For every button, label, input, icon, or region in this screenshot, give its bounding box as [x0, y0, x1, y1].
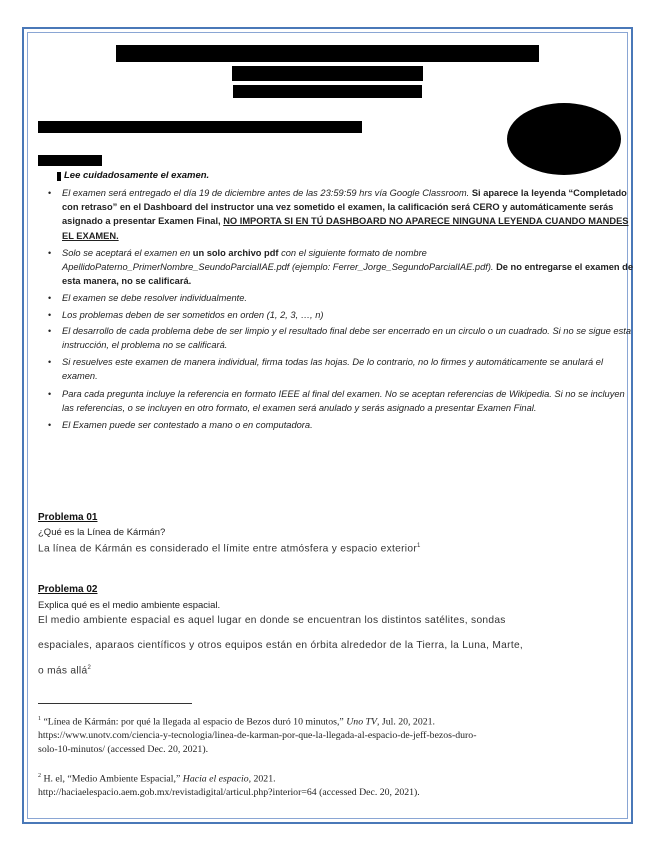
redacted-title-3	[233, 85, 422, 98]
instructions-heading: Lee cuidadosamente el examen.	[64, 170, 210, 181]
instruction-item: • Para cada pregunta incluye la referencia en formato IEEE al final del examen. No se aceptan referencias de Wikipedia. Si no se incluyen las referencias, o se incluyen en otro formato, el examen será anulado y serás asignado a presentar Examen Final.	[62, 387, 634, 415]
instruction-item: • Los problemas deben de ser sometidos en orden (1, 2, 3, …, n)	[62, 308, 634, 322]
instruction-item: • El examen será entregado el día 19 de diciembre antes de las 23:59:59 hrs vía Google Classroom. Si aparece la leyenda “Completado con retraso” en el Dashboard del instructor una vez sometido el examen, la calificación será CERO y automáticamente serás asignado a presentar Examen Final, NO IMPORTA SI EN TÚ DASHBOARD NO APARECE NINGUNA LEYENDA CUANDO MANDES EL EXAMEN.	[62, 186, 634, 243]
square-bullet-icon	[57, 172, 61, 181]
instruction-item: • Si resuelves este examen de manera individual, firma todas las hojas. De lo contrario, no lo firmes y automáticamente se anulará el examen.	[62, 355, 634, 383]
footnote-1-url[interactable]: https://www.unotv.com/ciencia-y-tecnologia/linea-de-karman-por-que-la-llegada-al-espacio-de-jeff-bezos-duro-	[38, 730, 477, 742]
instruction-item: • El Examen puede ser contestado a mano o en computadora.	[62, 418, 634, 432]
redacted-label	[38, 155, 102, 166]
instruction-item: • Solo se aceptará el examen en un solo archivo pdf con el siguiente formato de nombre ApellidoPaterno_PrimerNombre_SeundoParcialIAE.pdf (ejemplo: Ferrer_Jorge_SegundoParcialIAE.pdf). De no entregarse el examen de esta manera, no se calificará.	[62, 246, 634, 289]
instruction-item: • El desarrollo de cada problema debe de ser limpio y el resultado final debe ser encerrado en un circulo o un cuadrado. Si no se sigue esta instrucción, el problema no se calificará.	[62, 324, 634, 352]
footnote-1: $^1$ “Línea de Kármán: por qué la llegada al espacio de Bezos duró 10 minutos,” Uno TV, Jul. 20, 2021. https://www.unotv.com/ciencia-y-tecnologia/linea-de-karman-por-que-la-llegada-al-espacio-de-jeff-bezos-duro- solo-10-minutos/ (accessed Dec. 20, 2021).	[38, 712, 618, 757]
problem-02-answer-line: espaciales, aparaos científicos y otros equipos están en órbita alrededor de la Tierra, la Luna, Marte,	[38, 640, 524, 651]
problem-02-answer-line: El medio ambiente espacial es aquel lugar en donde se encuentran los distintos satélites, sondas	[38, 615, 506, 626]
redacted-photo	[507, 103, 621, 175]
problem-01-title: Problema 01	[38, 512, 98, 523]
footnote-2: $^2$ H. el, “Medio Ambiente Espacial,” Hacia el espacio, 2021. http://haciaelespacio.aem.gob.mx/revistadigital/articul.php?interior=64 (accessed Dec. 20, 2021).	[38, 769, 618, 800]
problem-02-title: Problema 02	[38, 584, 98, 595]
problem-02-question: Explica qué es el medio ambiente espacial.	[38, 600, 221, 611]
footnote-ref: 2	[87, 665, 92, 671]
problem-01-question: ¿Qué es la Línea de Kármán?	[38, 527, 166, 538]
instruction-item: • El examen se debe resolver individualmente.	[62, 291, 634, 305]
footnote-separator	[38, 703, 192, 704]
instructions-list	[44, 186, 634, 432]
redacted-title-2	[232, 66, 423, 81]
redacted-title-1	[116, 45, 539, 62]
redacted-student-info	[38, 121, 362, 133]
problem-01-answer: La línea de Kármán es considerado el límite entre atmósfera y espacio exterior$^1$	[38, 543, 421, 555]
footnote-ref: 1	[417, 543, 421, 549]
problem-02-answer-line: o más allá$^2$	[38, 665, 92, 677]
footnote-2-url[interactable]: http://haciaelespacio.aem.gob.mx/revistadigital/articul.php?interior=64 (accessed Dec. 20, 2021).	[38, 787, 420, 799]
